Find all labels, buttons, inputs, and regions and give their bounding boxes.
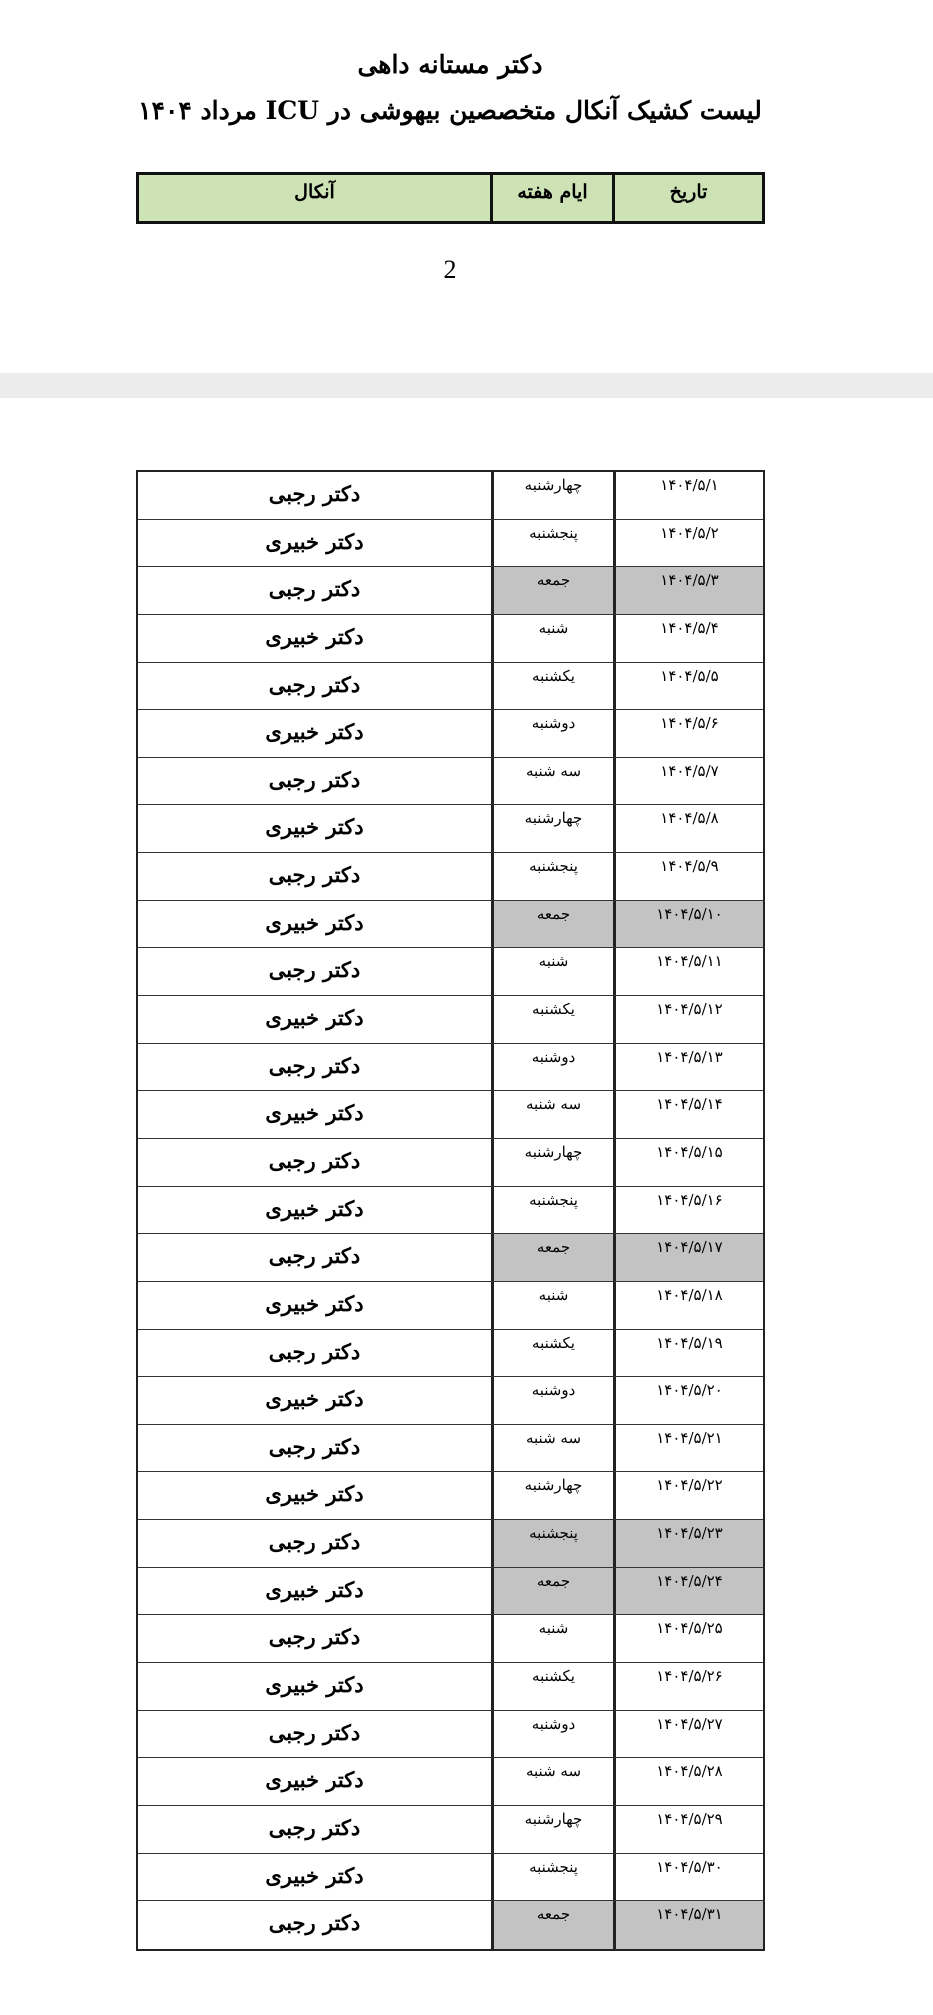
row-weekday: جمعه bbox=[491, 1568, 613, 1615]
row-oncall-doctor: دکتر خبیری bbox=[265, 1767, 364, 1793]
table-row bbox=[138, 901, 763, 949]
row-weekday: جمعه bbox=[491, 567, 613, 614]
header-date: تاریخ bbox=[612, 175, 762, 221]
row-oncall-doctor: دکتر رجبی bbox=[268, 576, 361, 602]
row-date: ۱۴۰۴/۵/۸ bbox=[613, 805, 763, 852]
row-weekday: پنجشنبه bbox=[491, 1854, 613, 1901]
row-date: ۱۴۰۴/۵/۱۹ bbox=[613, 1330, 763, 1377]
row-date: ۱۴۰۴/۵/۲۷ bbox=[613, 1711, 763, 1758]
row-oncall-doctor: دکتر خبیری bbox=[265, 814, 364, 840]
row-date: ۱۴۰۴/۵/۶ bbox=[613, 710, 763, 757]
row-oncall-doctor: دکتر رجبی bbox=[268, 1814, 361, 1840]
row-oncall-doctor: دکتر رجبی bbox=[268, 481, 361, 506]
row-date: ۱۴۰۴/۵/۲۰ bbox=[613, 1377, 763, 1424]
table-row bbox=[138, 567, 763, 615]
table-row bbox=[138, 996, 763, 1044]
row-oncall-doctor: دکتر خبیری bbox=[265, 1195, 364, 1221]
row-weekday: جمعه bbox=[491, 901, 613, 948]
row-oncall-doctor: دکتر خبیری bbox=[265, 1672, 364, 1698]
row-date: ۱۴۰۴/۵/۲۴ bbox=[613, 1568, 763, 1615]
row-weekday: شنبه bbox=[491, 1615, 613, 1662]
row-weekday: شنبه bbox=[491, 615, 613, 662]
row-weekday: دوشنبه bbox=[491, 1377, 613, 1424]
row-date: ۱۴۰۴/۵/۱۸ bbox=[613, 1282, 763, 1329]
row-date: ۱۴۰۴/۵/۱۵ bbox=[613, 1139, 763, 1186]
row-oncall-doctor: دکتر خبیری bbox=[265, 623, 364, 649]
table-row bbox=[138, 853, 763, 901]
row-weekday: دوشنبه bbox=[491, 1044, 613, 1091]
page-divider bbox=[0, 373, 933, 398]
row-date: ۱۴۰۴/۵/۵ bbox=[613, 663, 763, 710]
row-oncall-doctor: دکتر خبیری bbox=[265, 1576, 364, 1602]
row-weekday: سه شنبه bbox=[491, 1425, 613, 1472]
row-date: ۱۴۰۴/۵/۳ bbox=[613, 567, 763, 614]
row-oncall-doctor: دکتر خبیری bbox=[265, 528, 364, 554]
table-row bbox=[138, 1663, 763, 1711]
row-oncall-doctor: دکتر خبیری bbox=[265, 1481, 364, 1507]
row-date: ۱۴۰۴/۵/۱ bbox=[613, 472, 763, 519]
row-date: ۱۴۰۴/۵/۲۹ bbox=[613, 1806, 763, 1853]
row-weekday: پنجشنبه bbox=[491, 520, 613, 567]
row-weekday: سه شنبه bbox=[491, 1758, 613, 1805]
row-weekday: یکشنبه bbox=[491, 996, 613, 1043]
table-row bbox=[138, 1330, 763, 1378]
row-date: ۱۴۰۴/۵/۱۰ bbox=[613, 901, 763, 948]
row-date: ۱۴۰۴/۵/۳۰ bbox=[613, 1854, 763, 1901]
row-oncall-doctor: دکتر خبیری bbox=[265, 1386, 364, 1412]
table-row bbox=[138, 1091, 763, 1139]
row-weekday: جمعه bbox=[491, 1901, 613, 1949]
page-title: دکتر مستانه داهی bbox=[357, 50, 543, 79]
row-weekday: یکشنبه bbox=[491, 663, 613, 710]
table-row bbox=[138, 1806, 763, 1854]
page-subtitle: لیست کشیک آنکال متخصصین بیهوشی در ICU مرداد ۱۴۰۴ bbox=[138, 96, 762, 125]
header-weekday: ایام هفته bbox=[490, 175, 612, 221]
row-weekday: چهارشنبه bbox=[491, 805, 613, 852]
table-row bbox=[138, 1520, 763, 1568]
table-row bbox=[138, 948, 763, 996]
row-oncall-doctor: دکتر رجبی bbox=[268, 1338, 361, 1364]
row-date: ۱۴۰۴/۵/۲۵ bbox=[613, 1615, 763, 1662]
document-page-top bbox=[0, 0, 933, 373]
table-row bbox=[138, 1377, 763, 1425]
table-row bbox=[138, 805, 763, 853]
row-oncall-doctor: دکتر رجبی bbox=[268, 1243, 361, 1269]
row-oncall-doctor: دکتر رجبی bbox=[268, 957, 361, 983]
row-oncall-doctor: دکتر رجبی bbox=[268, 766, 361, 792]
roster-header-row bbox=[136, 172, 765, 224]
row-weekday: شنبه bbox=[491, 948, 613, 995]
row-weekday: چهارشنبه bbox=[491, 472, 613, 519]
row-oncall-doctor: دکتر رجبی bbox=[268, 1052, 361, 1078]
table-row bbox=[138, 520, 763, 568]
row-oncall-doctor: دکتر رجبی bbox=[268, 671, 361, 697]
row-weekday: پنجشنبه bbox=[491, 1520, 613, 1567]
row-oncall-doctor: دکتر رجبی bbox=[268, 1529, 361, 1555]
row-weekday: سه شنبه bbox=[491, 1091, 613, 1138]
table-row bbox=[138, 1854, 763, 1902]
table-row bbox=[138, 615, 763, 663]
row-weekday: پنجشنبه bbox=[491, 1187, 613, 1234]
row-weekday: جمعه bbox=[491, 1234, 613, 1281]
roster-table bbox=[136, 470, 765, 1951]
row-date: ۱۴۰۴/۵/۱۳ bbox=[613, 1044, 763, 1091]
row-weekday: چهارشنبه bbox=[491, 1472, 613, 1519]
row-oncall-doctor: دکتر رجبی bbox=[268, 1719, 361, 1745]
row-weekday: شنبه bbox=[491, 1282, 613, 1329]
row-weekday: سه شنبه bbox=[491, 758, 613, 805]
table-row bbox=[138, 472, 763, 520]
table-row bbox=[138, 1615, 763, 1663]
page-number: 2 bbox=[443, 255, 457, 284]
row-date: ۱۴۰۴/۵/۲۸ bbox=[613, 1758, 763, 1805]
row-weekday: چهارشنبه bbox=[491, 1139, 613, 1186]
row-oncall-doctor: دکتر خبیری bbox=[265, 909, 364, 935]
row-weekday: پنجشنبه bbox=[491, 853, 613, 900]
row-date: ۱۴۰۴/۵/۲۱ bbox=[613, 1425, 763, 1472]
row-oncall-doctor: دکتر رجبی bbox=[268, 862, 361, 888]
table-row bbox=[138, 1472, 763, 1520]
table-row bbox=[138, 1187, 763, 1235]
row-weekday: یکشنبه bbox=[491, 1330, 613, 1377]
row-weekday: دوشنبه bbox=[491, 710, 613, 757]
row-date: ۱۴۰۴/۵/۱۲ bbox=[613, 996, 763, 1043]
row-date: ۱۴۰۴/۵/۱۷ bbox=[613, 1234, 763, 1281]
row-date: ۱۴۰۴/۵/۱۴ bbox=[613, 1091, 763, 1138]
table-row bbox=[138, 758, 763, 806]
table-row bbox=[138, 1425, 763, 1473]
table-row bbox=[138, 1901, 763, 1949]
row-oncall-doctor: دکتر رجبی bbox=[268, 1433, 361, 1459]
row-weekday: یکشنبه bbox=[491, 1663, 613, 1710]
row-oncall-doctor: دکتر خبیری bbox=[265, 1290, 364, 1316]
row-date: ۱۴۰۴/۵/۹ bbox=[613, 853, 763, 900]
row-oncall-doctor: دکتر رجبی bbox=[268, 1147, 361, 1173]
row-date: ۱۴۰۴/۵/۲۲ bbox=[613, 1472, 763, 1519]
table-row bbox=[138, 1139, 763, 1187]
row-date: ۱۴۰۴/۵/۴ bbox=[613, 615, 763, 662]
header-oncall: آنکال bbox=[294, 181, 335, 203]
row-date: ۱۴۰۴/۵/۲۳ bbox=[613, 1520, 763, 1567]
row-date: ۱۴۰۴/۵/۲۶ bbox=[613, 1663, 763, 1710]
row-weekday: دوشنبه bbox=[491, 1711, 613, 1758]
row-oncall-doctor: دکتر خبیری bbox=[265, 1005, 364, 1031]
table-row bbox=[138, 1282, 763, 1330]
row-oncall-doctor: دکتر خبیری bbox=[265, 1100, 364, 1126]
table-row bbox=[138, 1044, 763, 1092]
row-date: ۱۴۰۴/۵/۷ bbox=[613, 758, 763, 805]
table-row bbox=[138, 1568, 763, 1616]
table-row bbox=[138, 710, 763, 758]
table-row bbox=[138, 1234, 763, 1282]
table-row bbox=[138, 1711, 763, 1759]
row-oncall-doctor: دکتر رجبی bbox=[268, 1624, 361, 1650]
row-date: ۱۴۰۴/۵/۳۱ bbox=[613, 1901, 763, 1949]
row-date: ۱۴۰۴/۵/۲ bbox=[613, 520, 763, 567]
row-date: ۱۴۰۴/۵/۱۱ bbox=[613, 948, 763, 995]
table-row bbox=[138, 1758, 763, 1806]
table-row bbox=[138, 663, 763, 711]
row-weekday: چهارشنبه bbox=[491, 1806, 613, 1853]
row-oncall-doctor: دکتر خبیری bbox=[265, 1862, 364, 1888]
row-oncall-doctor: دکتر رجبی bbox=[268, 1910, 361, 1936]
row-date: ۱۴۰۴/۵/۱۶ bbox=[613, 1187, 763, 1234]
row-oncall-doctor: دکتر خبیری bbox=[265, 719, 364, 745]
